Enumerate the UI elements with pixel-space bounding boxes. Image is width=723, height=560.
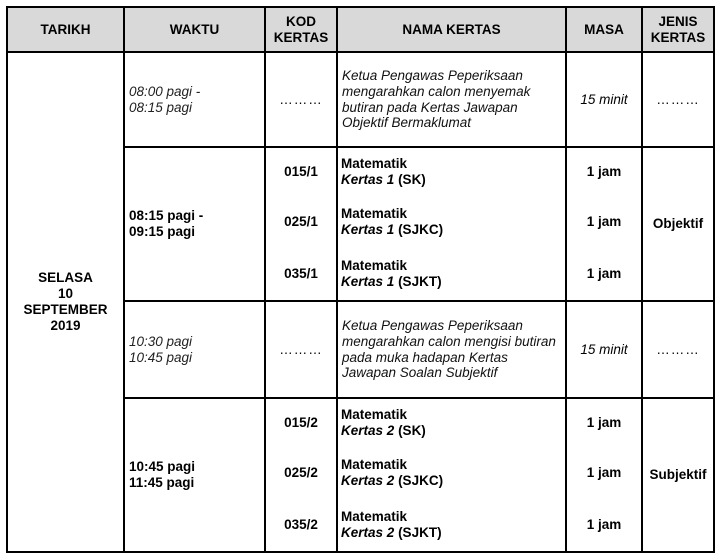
jenis-cell: ……… bbox=[642, 301, 714, 398]
paper-school: (SJKC) bbox=[398, 473, 444, 488]
paper-subject: Matematik bbox=[341, 258, 408, 274]
paper-school: (SK) bbox=[398, 423, 426, 438]
time-end: 09:15 pagi bbox=[129, 224, 196, 239]
masa-cell bbox=[566, 398, 642, 552]
kod-cell bbox=[265, 147, 337, 301]
paper-kertas: Kertas 1 bbox=[341, 172, 395, 187]
kod-value: 025/1 bbox=[284, 214, 318, 229]
masa-cell: 15 minit bbox=[566, 52, 642, 147]
paper-name-cell bbox=[337, 398, 566, 552]
time-end: 08:15 pagi bbox=[129, 99, 193, 115]
paper-item bbox=[341, 148, 565, 196]
time-end: 10:45 pagi bbox=[129, 349, 193, 365]
time-start: 10:30 pagi bbox=[129, 333, 193, 349]
masa-value: 1 jam bbox=[586, 517, 622, 532]
date-year: 2019 bbox=[50, 317, 81, 333]
masa-value: 1 jam bbox=[586, 465, 622, 480]
date-month: SEPTEMBER bbox=[23, 302, 108, 317]
paper-school: (SJKT) bbox=[398, 274, 442, 289]
header-nama-kertas: NAMA KERTAS bbox=[337, 7, 566, 52]
instruction-cell: Ketua Pengawas Peperiksaan mengarahkan calon menyemak butiran pada Kertas Jawapan Objektif Bermaklumat bbox=[337, 52, 566, 147]
time-end: 11:45 pagi bbox=[129, 475, 195, 490]
header-kod-kertas bbox=[265, 7, 337, 52]
paper-subject: Matematik bbox=[341, 509, 408, 525]
date-cell bbox=[7, 52, 124, 552]
header-kod-line2: KERTAS bbox=[273, 29, 329, 45]
paper-kertas: Kertas 2 bbox=[341, 423, 395, 438]
header-kod-line1: KOD bbox=[286, 13, 316, 29]
instruction-cell: Ketua Pengawas Peperiksaan mengarahkan calon mengisi butiran pada muka hadapan Kertas Jawapan Soalan Subjektif bbox=[337, 301, 566, 398]
masa-value: 1 jam bbox=[586, 214, 622, 229]
kod-cell: ……… bbox=[265, 52, 337, 147]
header-jenis-line1: JENIS bbox=[658, 13, 698, 29]
paper-kertas: Kertas 2 bbox=[341, 473, 395, 488]
time-cell bbox=[124, 147, 265, 301]
date-num: 10 bbox=[57, 286, 74, 302]
masa-cell bbox=[566, 147, 642, 301]
paper-item bbox=[341, 499, 565, 551]
time-start: 10:45 pagi bbox=[129, 459, 196, 475]
time-cell bbox=[124, 398, 265, 552]
masa-cell: 15 minit bbox=[566, 301, 642, 398]
kod-value: 015/2 bbox=[284, 415, 318, 430]
paper-item bbox=[341, 399, 565, 447]
paper-school: (SJKC) bbox=[398, 222, 444, 237]
paper-item bbox=[341, 196, 565, 248]
kod-cell bbox=[265, 398, 337, 552]
kod-value: 035/1 bbox=[284, 266, 318, 281]
paper-name-cell bbox=[337, 147, 566, 301]
header-waktu: WAKTU bbox=[124, 7, 265, 52]
kod-value: 015/1 bbox=[284, 164, 318, 179]
header-tarikh: TARIKH bbox=[7, 7, 124, 52]
paper-school: (SK) bbox=[398, 172, 426, 187]
paper-kertas: Kertas 1 bbox=[341, 274, 395, 289]
time-cell bbox=[124, 52, 265, 147]
header-row bbox=[7, 7, 714, 52]
paper-item bbox=[341, 248, 565, 300]
header-jenis-kertas bbox=[642, 7, 714, 52]
paper-subject: Matematik bbox=[341, 407, 408, 423]
paper-subject: Matematik bbox=[341, 206, 408, 222]
header-masa: MASA bbox=[566, 7, 642, 52]
header-jenis-line2: KERTAS bbox=[650, 29, 706, 45]
paper-subject: Matematik bbox=[341, 457, 408, 473]
table-row bbox=[7, 52, 714, 147]
paper-item bbox=[341, 447, 565, 499]
kod-value: 035/2 bbox=[284, 517, 318, 532]
jenis-cell: Subjektif bbox=[642, 398, 714, 552]
jenis-cell: Objektif bbox=[642, 147, 714, 301]
date-day: SELASA bbox=[38, 270, 93, 286]
time-cell bbox=[124, 301, 265, 398]
paper-kertas: Kertas 2 bbox=[341, 525, 395, 540]
masa-value: 1 jam bbox=[586, 164, 622, 179]
time-start: 08:00 pagi - bbox=[129, 83, 201, 99]
jenis-cell: ……… bbox=[642, 52, 714, 147]
kod-cell: ……… bbox=[265, 301, 337, 398]
masa-value: 1 jam bbox=[586, 415, 622, 430]
time-start: 08:15 pagi - bbox=[129, 208, 204, 224]
exam-schedule-table bbox=[6, 6, 715, 553]
paper-subject: Matematik bbox=[341, 156, 408, 172]
masa-value: 1 jam bbox=[586, 266, 622, 281]
paper-kertas: Kertas 1 bbox=[341, 222, 395, 237]
paper-school: (SJKT) bbox=[398, 525, 442, 540]
kod-value: 025/2 bbox=[284, 465, 318, 480]
